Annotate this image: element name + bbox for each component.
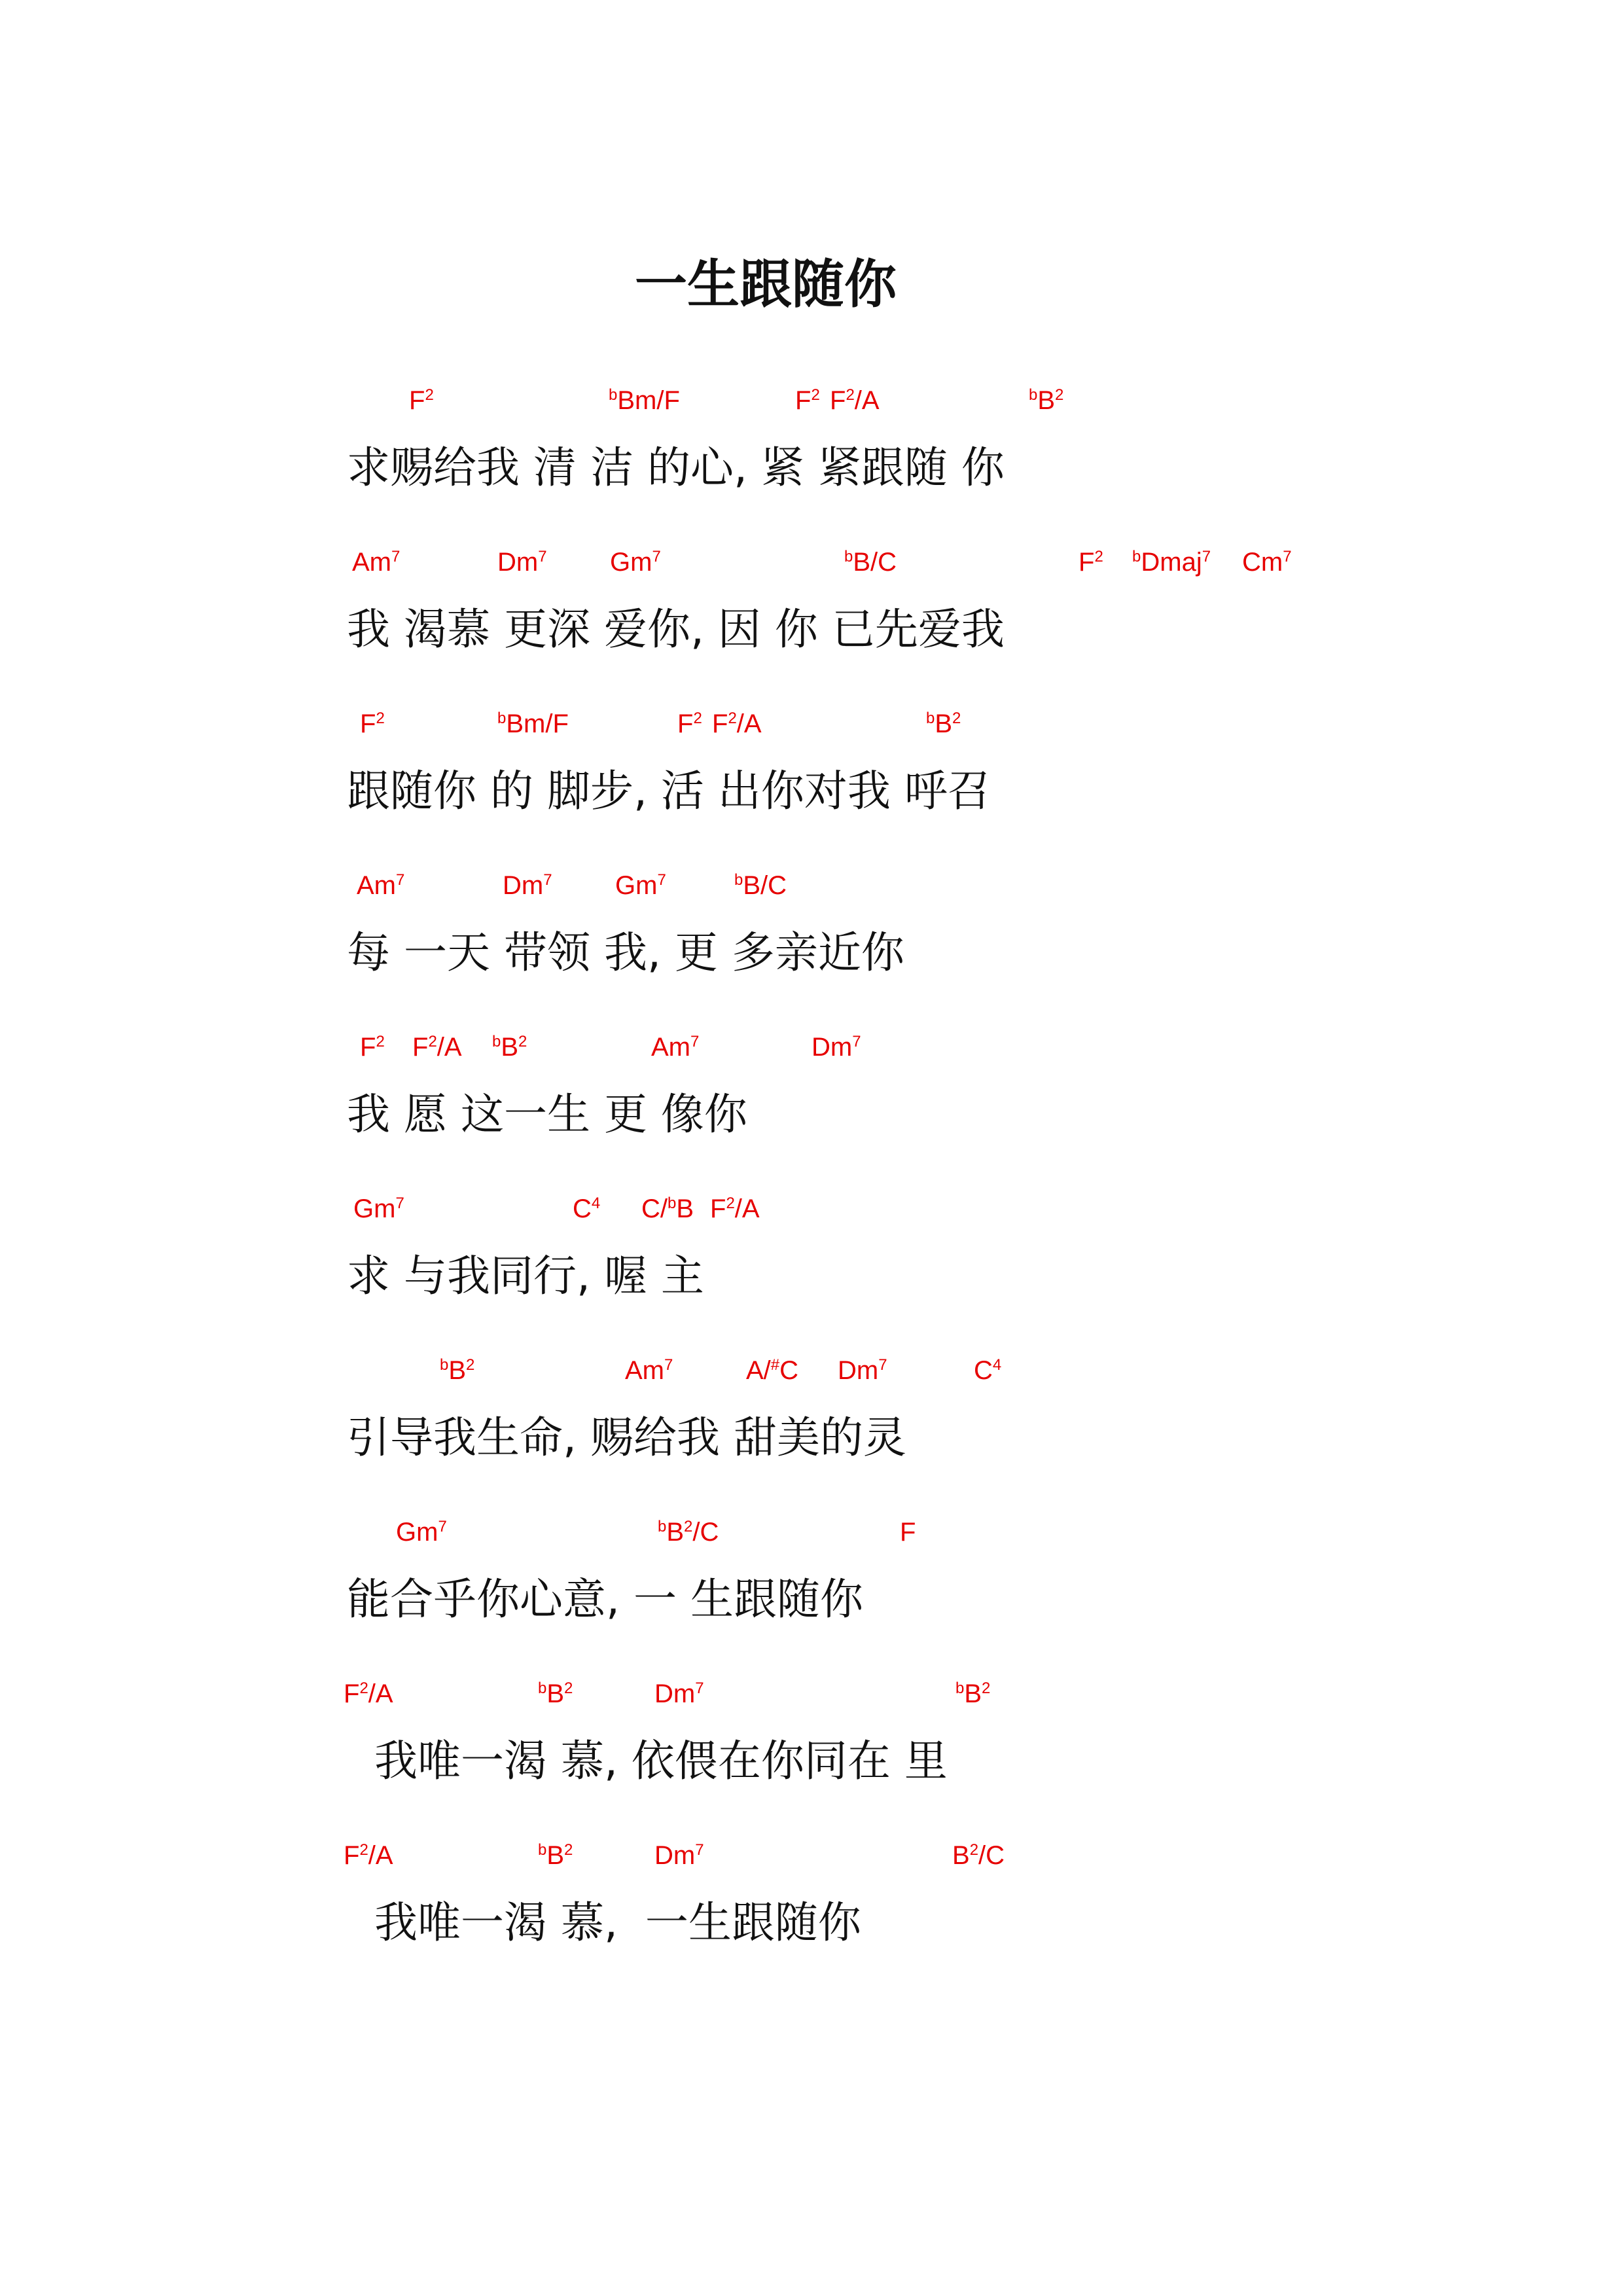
chord-rest: /A	[854, 386, 880, 415]
chord-root: F	[360, 709, 376, 738]
chord-symbol	[360, 1034, 385, 1060]
chord-sup: 2	[359, 1679, 368, 1697]
chord-root: F	[900, 1518, 916, 1547]
song-title: 一生跟随你	[635, 254, 897, 315]
chord-root: C	[573, 1194, 592, 1223]
chord-symbol	[573, 1196, 600, 1222]
chord-symbol	[440, 1357, 474, 1384]
chord-rest: /A	[368, 1841, 393, 1870]
chord-symbol	[952, 1842, 1005, 1869]
chord-symbol	[900, 1519, 916, 1545]
chord-symbol	[1132, 549, 1211, 575]
chord-symbol	[746, 1357, 798, 1384]
chord-symbol	[654, 1681, 704, 1707]
chord-root: Dm	[654, 1841, 696, 1870]
chord-symbol	[353, 1196, 404, 1222]
chord-symbol	[538, 1842, 573, 1869]
chord-root: F	[360, 1033, 376, 1062]
chord-root: Dm	[497, 548, 539, 577]
chord-sup: 7	[664, 1356, 673, 1374]
chord-root: C/	[641, 1194, 668, 1223]
chord-symbol	[609, 387, 680, 414]
chord-root: Dm	[838, 1356, 879, 1385]
chord-root: F	[677, 709, 694, 738]
chord-sup: 2	[684, 1518, 693, 1535]
chord-symbol	[610, 549, 661, 575]
chord-root: Dm	[503, 871, 544, 900]
chord-root: F	[712, 709, 728, 738]
chord-root: Gm	[610, 548, 652, 577]
lyric-line: 求赐给我 清 洁 的心, 紧 紧跟随 你	[347, 442, 1005, 493]
chord-sup: 7	[652, 548, 661, 565]
chord-symbol	[497, 711, 569, 737]
chord-sup: 7	[1202, 548, 1211, 565]
chord-root: Cm	[1242, 548, 1283, 577]
chord-sup: 2	[811, 386, 820, 404]
chord-root: Am	[625, 1356, 664, 1385]
chord-root: F	[830, 386, 846, 415]
chord-root: F	[344, 1841, 360, 1870]
chord-sup: 2	[428, 1033, 437, 1050]
lyric-line: 我 渴慕 更深 爱你, 因 你 已先爱我	[347, 604, 1005, 655]
chord-symbol	[492, 1034, 527, 1060]
chord-root: B	[448, 1356, 467, 1385]
chord-root: Gm	[353, 1194, 396, 1223]
chord-symbol	[615, 872, 666, 899]
chord-symbol	[955, 1681, 990, 1707]
chord-symbol	[734, 872, 787, 899]
chord-symbol	[357, 872, 404, 899]
chord-sup: 7	[396, 871, 405, 889]
chord-pre: b	[497, 709, 507, 727]
chord-sup: 4	[992, 1356, 1002, 1374]
chord-root: B	[546, 1841, 565, 1870]
chord-symbol	[396, 1519, 447, 1545]
chord-sup: 2	[376, 709, 385, 727]
chord-sup: 2	[1094, 548, 1103, 565]
chord-symbol	[830, 387, 880, 414]
chord-root: Bm/F	[506, 709, 569, 738]
chord-root: B	[501, 1033, 519, 1062]
chord-symbol	[838, 1357, 887, 1384]
chord-root: B/C	[853, 548, 897, 577]
chord-sup: 7	[391, 548, 401, 565]
chord-sup: 2	[693, 709, 702, 727]
chord-sup: 7	[695, 1841, 704, 1859]
chord-sup: 2	[425, 386, 434, 404]
chord-root: B	[666, 1518, 685, 1547]
chord-symbol	[844, 549, 897, 575]
chord-root: Am	[352, 548, 391, 577]
lyric-line: 我 愿 这一生 更 像你	[347, 1089, 747, 1139]
chord-pre: b	[1132, 548, 1141, 565]
chord-symbol	[1079, 549, 1103, 575]
chord-pre: b	[734, 871, 743, 889]
chord-root: F	[795, 386, 812, 415]
chord-sup: 7	[543, 871, 552, 889]
chord-symbol	[641, 1196, 694, 1222]
chord-root: F	[409, 386, 425, 415]
chord-sup: b	[668, 1194, 677, 1212]
chord-sup: 2	[564, 1841, 573, 1859]
chord-symbol	[503, 872, 552, 899]
lyric-line: 我唯一渴 慕, 依偎在你同在 里	[347, 1736, 948, 1786]
chord-root: B	[964, 1679, 982, 1708]
lyric-line: 能合乎你心意, 一 生跟随你	[347, 1574, 863, 1624]
chord-root: Dm	[812, 1033, 853, 1062]
chord-pre: b	[926, 709, 935, 727]
lyric-line: 我唯一渴 慕, 一生跟随你	[347, 1897, 861, 1948]
chord-symbol	[812, 1034, 861, 1060]
chord-root: Dmaj	[1141, 548, 1202, 577]
chord-rest: /A	[734, 1194, 760, 1223]
chord-sup: 2	[518, 1033, 527, 1050]
chord-rest: /A	[736, 709, 762, 738]
chord-root: Gm	[615, 871, 658, 900]
chord-sup: 7	[1283, 548, 1292, 565]
chord-rest: /C	[692, 1518, 719, 1547]
chord-root: Bm/F	[617, 386, 680, 415]
chord-symbol	[654, 1842, 704, 1869]
chord-sup: 4	[591, 1194, 601, 1212]
chord-sup: 7	[695, 1679, 704, 1697]
chord-sup: 2	[982, 1679, 991, 1697]
chord-sup: 2	[969, 1841, 979, 1859]
chord-symbol	[1242, 549, 1292, 575]
chord-symbol	[625, 1357, 673, 1384]
chord-sup: 2	[728, 709, 737, 727]
chord-sup: 7	[538, 548, 547, 565]
chord-root: F	[710, 1194, 726, 1223]
chord-sup: 7	[878, 1356, 887, 1374]
chord-pre: b	[538, 1841, 547, 1859]
chord-rest: /A	[368, 1679, 393, 1708]
lyric-line: 每 一天 带领 我, 更 多亲近你	[347, 927, 904, 978]
chord-root: Am	[357, 871, 396, 900]
chord-sup: #	[770, 1356, 780, 1374]
lyric-line: 引导我生命, 赐给我 甜美的灵	[347, 1412, 906, 1463]
chord-sup: 2	[564, 1679, 573, 1697]
chord-symbol	[795, 387, 820, 414]
chord-symbol	[497, 549, 547, 575]
chord-sup: 7	[690, 1033, 700, 1050]
chord-symbol	[344, 1842, 393, 1869]
lyric-line: 求 与我同行, 喔 主	[347, 1251, 704, 1301]
chord-sup: 2	[952, 709, 961, 727]
chord-symbol	[710, 1196, 760, 1222]
chord-rest: /A	[437, 1033, 462, 1062]
chord-pre: b	[440, 1356, 449, 1374]
chord-root: Dm	[654, 1679, 696, 1708]
chord-root: B	[952, 1841, 970, 1870]
chord-symbol	[677, 711, 702, 737]
chord-sup: 2	[359, 1841, 368, 1859]
chord-pre: b	[955, 1679, 965, 1697]
chord-symbol	[712, 711, 762, 737]
chord-symbol	[538, 1681, 573, 1707]
chord-symbol	[352, 549, 400, 575]
chord-root: F	[344, 1679, 360, 1708]
chord-rest: B	[676, 1194, 694, 1223]
chord-sup: 7	[852, 1033, 861, 1050]
chord-root: Am	[651, 1033, 690, 1062]
chord-symbol	[409, 387, 434, 414]
chord-root: A/	[746, 1356, 771, 1385]
lyric-line: 跟随你 的 脚步, 活 出你对我 呼召	[347, 766, 991, 816]
chord-root: Gm	[396, 1518, 438, 1547]
chord-root: F	[1079, 548, 1095, 577]
chord-pre: b	[1029, 386, 1038, 404]
chord-sup: 2	[1055, 386, 1064, 404]
chord-pre: b	[658, 1518, 667, 1535]
chord-sup: 2	[466, 1356, 475, 1374]
chord-pre: b	[492, 1033, 501, 1050]
chord-pre: b	[609, 386, 618, 404]
chord-sup: 7	[657, 871, 666, 889]
chord-symbol	[974, 1357, 1001, 1384]
chord-rest: /C	[978, 1841, 1005, 1870]
chord-symbol	[360, 711, 385, 737]
chord-sup: 2	[846, 386, 855, 404]
chord-symbol	[412, 1034, 462, 1060]
chord-symbol	[926, 711, 961, 737]
chord-sup: 7	[395, 1194, 404, 1212]
chord-rest: C	[779, 1356, 799, 1385]
chord-root: B/C	[743, 871, 787, 900]
chord-sup: 2	[376, 1033, 385, 1050]
chord-sup: 2	[726, 1194, 735, 1212]
chord-symbol	[658, 1519, 719, 1545]
chord-root: C	[974, 1356, 993, 1385]
chord-sup: 7	[438, 1518, 447, 1535]
chord-symbol	[344, 1681, 393, 1707]
chord-root: B	[1037, 386, 1056, 415]
chord-symbol	[651, 1034, 699, 1060]
chord-pre: b	[844, 548, 853, 565]
chord-symbol	[1029, 387, 1063, 414]
chord-root: F	[412, 1033, 429, 1062]
chord-root: B	[546, 1679, 565, 1708]
chord-root: B	[935, 709, 953, 738]
chord-pre: b	[538, 1679, 547, 1697]
